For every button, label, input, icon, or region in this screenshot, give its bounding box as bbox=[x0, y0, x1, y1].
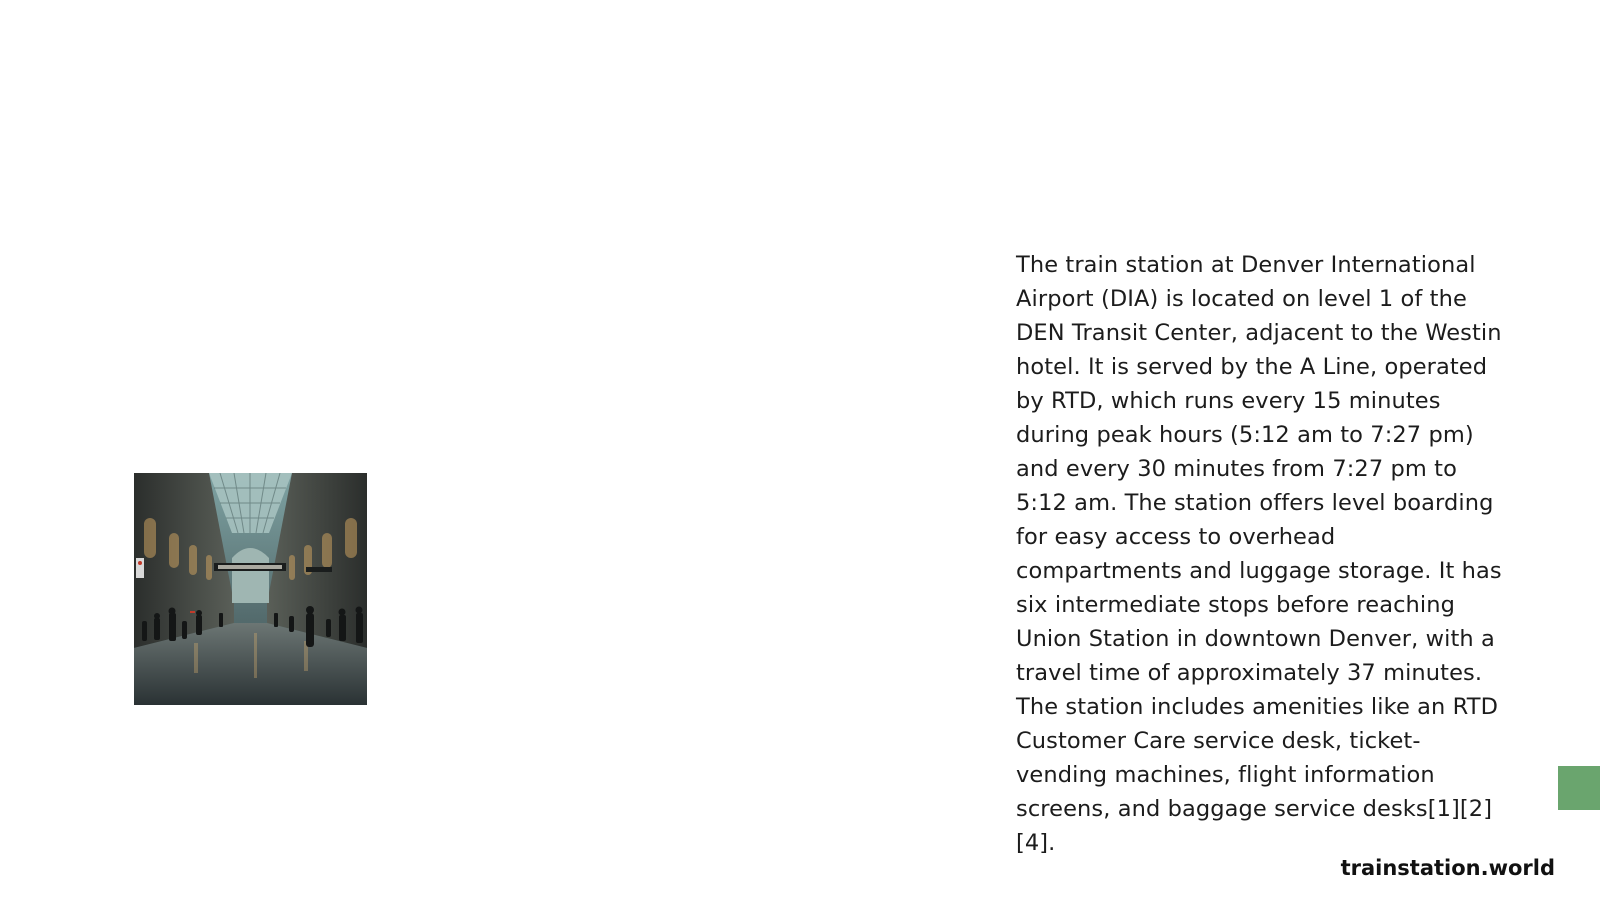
train-station-photo bbox=[134, 473, 367, 705]
accent-block bbox=[1558, 766, 1600, 810]
body-paragraph: The train station at Denver International Airport (DIA) is located on level 1 of the DEN Transit Center, adjacent to the Westin hotel. It is served by the A Line, operated by RTD, which runs every 15 minutes during peak hours (5:12 am to 7:27 pm) and every 30 minutes from 7:27 pm to 5:12 am. The station offers level boarding for easy access to overhead compartments and luggage storage. It has six intermediate stops before reaching Union Station in downtown Denver, with a travel time of approximately 37 minutes. The station includes amenities like an RTD Customer Care service desk, ticket-vending machines, flight information screens, and baggage service desks[1][2][4]. bbox=[1016, 252, 1502, 856]
train-station-illustration bbox=[134, 473, 367, 705]
site-name: trainstation.world bbox=[1340, 856, 1555, 880]
